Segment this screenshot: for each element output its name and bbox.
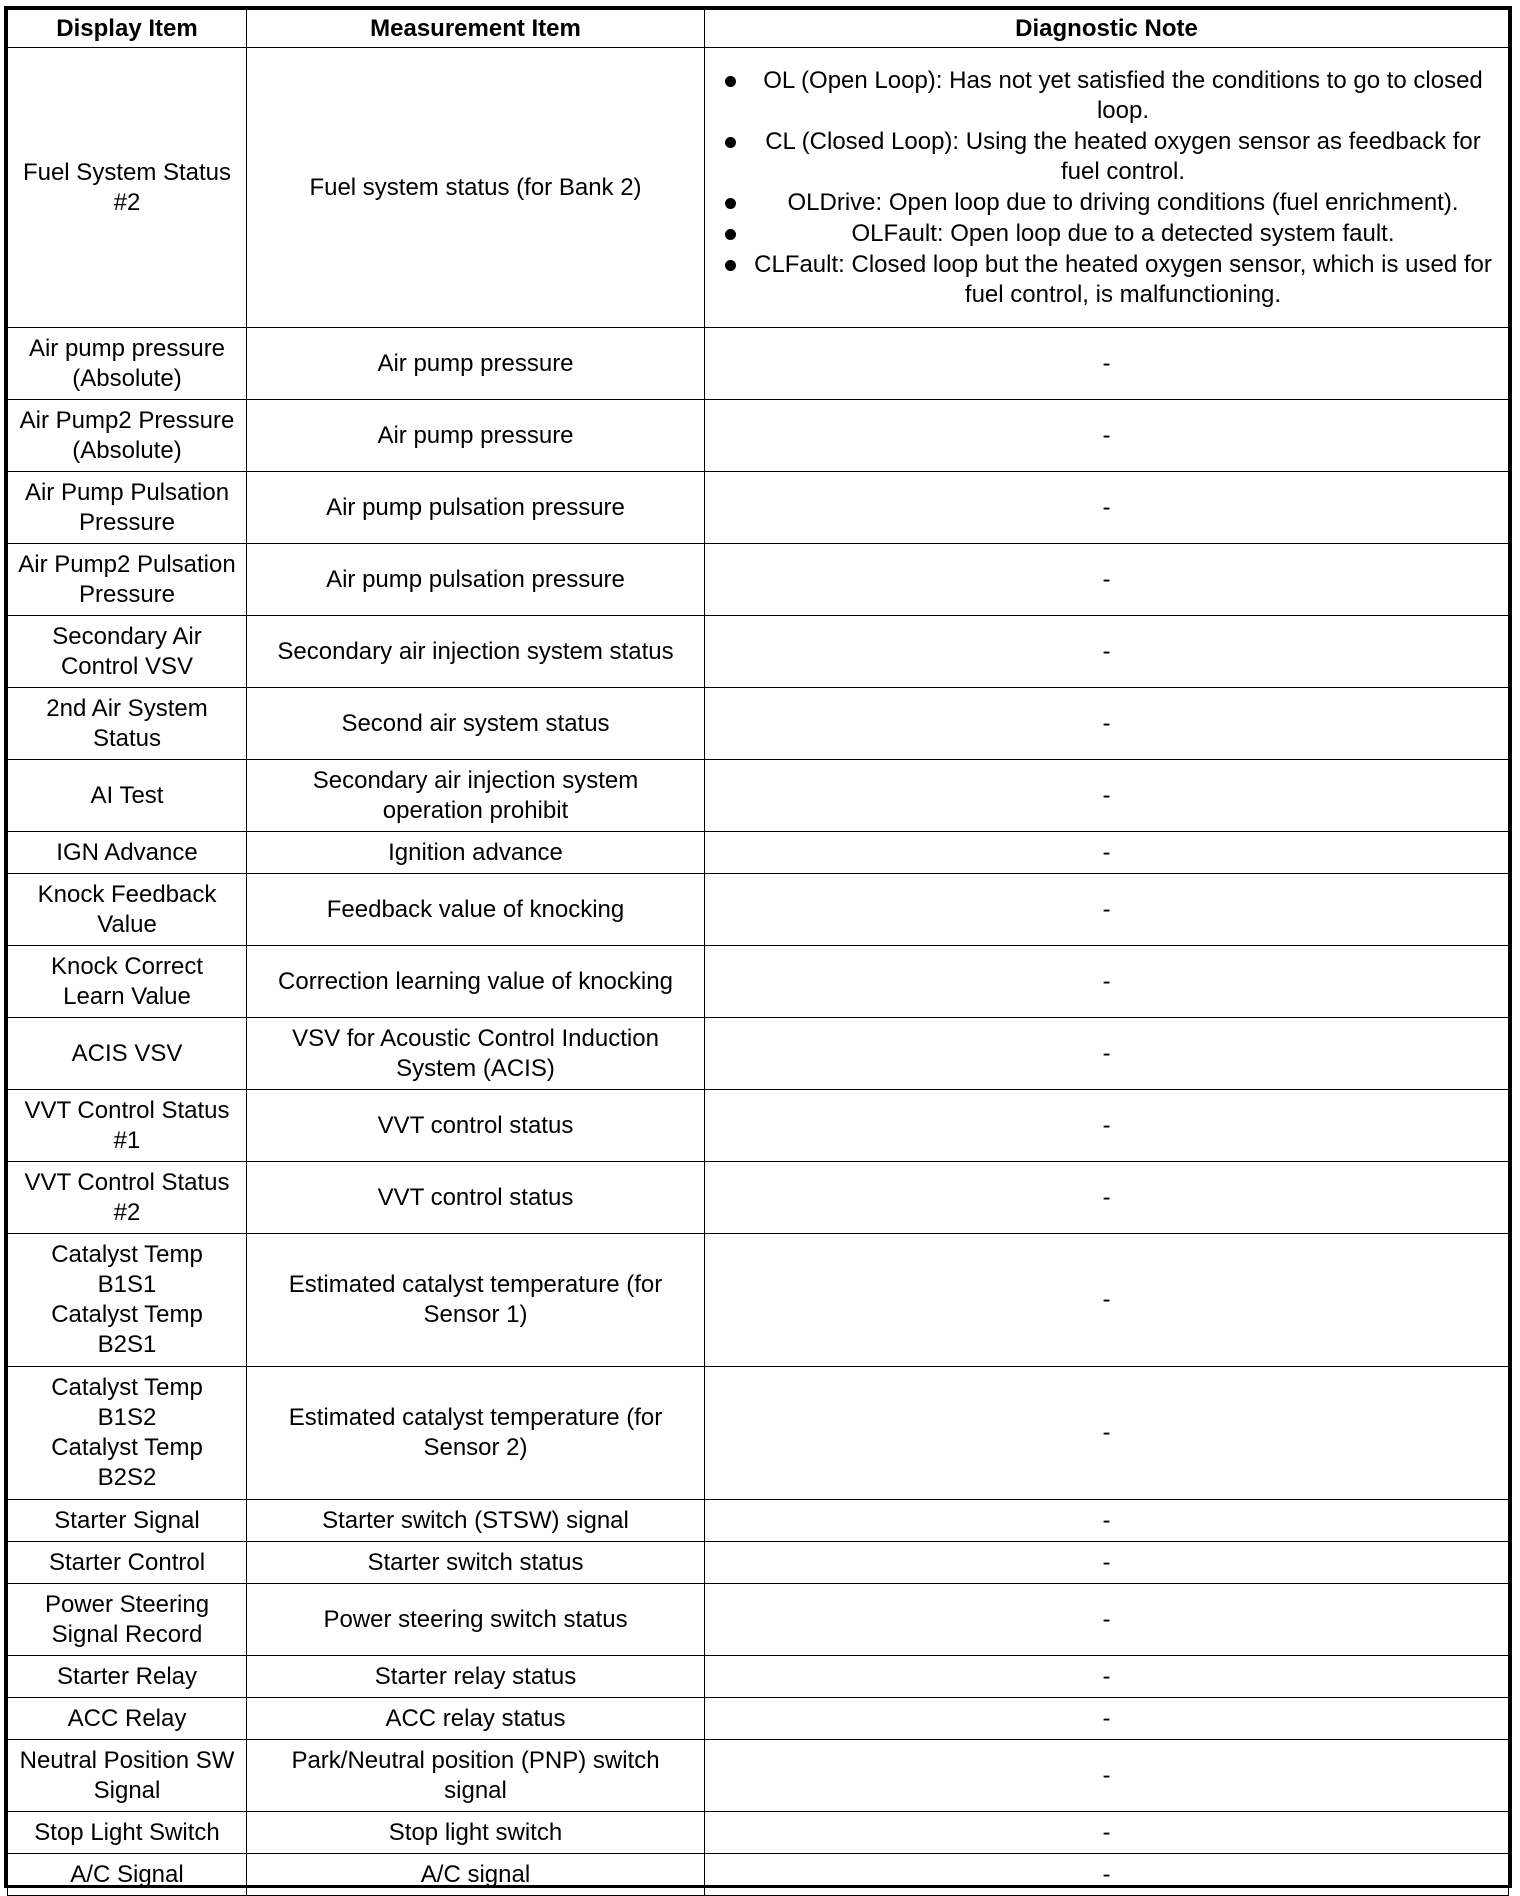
table-row bbox=[8, 328, 1509, 400]
display-item-cell: Stop Light Switch bbox=[8, 1812, 247, 1854]
measurement-item-cell: VVT control status bbox=[247, 1162, 705, 1234]
list-item bbox=[713, 219, 1500, 249]
note-text: OLFault: Open loop due to a detected system fault. bbox=[851, 219, 1395, 247]
measurement-item-cell: Ignition advance bbox=[247, 832, 705, 874]
measurement-item-cell: Second air system status bbox=[247, 688, 705, 760]
note-text: OLDrive: Open loop due to driving conditions (fuel enrichment). bbox=[787, 188, 1459, 216]
measurement-item-cell: ACC relay status bbox=[247, 1698, 705, 1740]
diagnostic-note-cell: - bbox=[705, 1854, 1509, 1896]
measurement-item-cell: A/C signal bbox=[247, 1854, 705, 1896]
table-row bbox=[8, 1854, 1509, 1896]
diagnostic-note-cell: - bbox=[705, 1656, 1509, 1698]
measurement-item-cell: Correction learning value of knocking bbox=[247, 946, 705, 1018]
note-text: CLFault: Closed loop but the heated oxygen sensor, which is used for fuel control, is malfunctioning. bbox=[754, 250, 1492, 308]
diagnostic-note-cell: - bbox=[705, 760, 1509, 832]
measurement-item-cell: Starter switch status bbox=[247, 1542, 705, 1584]
bullet-icon bbox=[725, 137, 736, 148]
display-item-cell: Air Pump2 Pressure (Absolute) bbox=[8, 400, 247, 472]
table-row bbox=[8, 48, 1509, 328]
table-row bbox=[8, 616, 1509, 688]
measurement-item-cell: VSV for Acoustic Control Induction System (ACIS) bbox=[247, 1018, 705, 1090]
measurement-item-cell: Air pump pressure bbox=[247, 328, 705, 400]
table-row bbox=[8, 688, 1509, 760]
display-item-cell: ACIS VSV bbox=[8, 1018, 247, 1090]
measurement-item-cell: Feedback value of knocking bbox=[247, 874, 705, 946]
measurement-item-cell: Air pump pulsation pressure bbox=[247, 544, 705, 616]
table-row bbox=[8, 1234, 1509, 1367]
table-row bbox=[8, 1698, 1509, 1740]
measurement-item-cell: Fuel system status (for Bank 2) bbox=[247, 48, 705, 328]
list-item bbox=[713, 188, 1500, 218]
diagnostic-note-cell: - bbox=[705, 1162, 1509, 1234]
note-text: OL (Open Loop): Has not yet satisfied the conditions to go to closed loop. bbox=[763, 66, 1483, 124]
diagnostic-note-cell: - bbox=[705, 616, 1509, 688]
measurement-item-cell: Air pump pulsation pressure bbox=[247, 472, 705, 544]
table-row bbox=[8, 946, 1509, 1018]
list-item bbox=[713, 66, 1500, 126]
measurement-item-cell: Stop light switch bbox=[247, 1812, 705, 1854]
note-text: CL (Closed Loop): Using the heated oxygen sensor as feedback for fuel control. bbox=[765, 127, 1481, 185]
table-header-row bbox=[8, 10, 1509, 48]
bullet-icon bbox=[725, 76, 736, 87]
table-row bbox=[8, 1018, 1509, 1090]
diagnostic-note-cell: - bbox=[705, 1584, 1509, 1656]
display-item-cell: Catalyst Temp B1S1 Catalyst Temp B2S1 bbox=[8, 1234, 247, 1367]
display-item-cell: Neutral Position SW Signal bbox=[8, 1740, 247, 1812]
display-item-cell: Catalyst Temp B1S2 Catalyst Temp B2S2 bbox=[8, 1367, 247, 1500]
table-row bbox=[8, 1500, 1509, 1542]
diagnostic-note-cell: - bbox=[705, 1542, 1509, 1584]
table-row bbox=[8, 1656, 1509, 1698]
display-item-cell: VVT Control Status #2 bbox=[8, 1162, 247, 1234]
table-row bbox=[8, 1812, 1509, 1854]
display-item-cell: A/C Signal bbox=[8, 1854, 247, 1896]
display-item-cell: Knock Correct Learn Value bbox=[8, 946, 247, 1018]
table-row bbox=[8, 874, 1509, 946]
measurement-item-cell: Estimated catalyst temperature (for Sensor 1) bbox=[247, 1234, 705, 1367]
diagnostic-note-cell: - bbox=[705, 1812, 1509, 1854]
table-row bbox=[8, 1584, 1509, 1656]
diagnostic-note-cell: - bbox=[705, 1698, 1509, 1740]
diagnostic-note-list bbox=[713, 66, 1500, 310]
header-measurement-item: Measurement Item bbox=[247, 10, 705, 48]
diagnostic-note-cell: - bbox=[705, 1740, 1509, 1812]
table-row bbox=[8, 832, 1509, 874]
bullet-icon bbox=[725, 198, 736, 209]
diagnostic-note-cell: - bbox=[705, 472, 1509, 544]
diagnostic-note-cell: - bbox=[705, 832, 1509, 874]
measurement-item-cell: VVT control status bbox=[247, 1090, 705, 1162]
display-item-cell: IGN Advance bbox=[8, 832, 247, 874]
measurement-item-cell: Air pump pressure bbox=[247, 400, 705, 472]
diagnostic-note-cell: - bbox=[705, 1090, 1509, 1162]
diagnostic-note-cell bbox=[705, 48, 1509, 328]
diagnostic-table bbox=[7, 9, 1509, 1896]
diagnostic-note-cell: - bbox=[705, 688, 1509, 760]
diagnostic-table-sheet bbox=[4, 6, 1512, 1888]
measurement-item-cell: Secondary air injection system status bbox=[247, 616, 705, 688]
diagnostic-note-cell: - bbox=[705, 1018, 1509, 1090]
diagnostic-note-cell: - bbox=[705, 544, 1509, 616]
diagnostic-note-cell: - bbox=[705, 946, 1509, 1018]
diagnostic-note-cell: - bbox=[705, 1234, 1509, 1367]
measurement-item-cell: Power steering switch status bbox=[247, 1584, 705, 1656]
list-item bbox=[713, 250, 1500, 310]
header-diagnostic-note: Diagnostic Note bbox=[705, 10, 1509, 48]
display-item-cell: Starter Control bbox=[8, 1542, 247, 1584]
diagnostic-note-cell: - bbox=[705, 1367, 1509, 1500]
display-item-cell: ACC Relay bbox=[8, 1698, 247, 1740]
display-item-cell: Air Pump2 Pulsation Pressure bbox=[8, 544, 247, 616]
display-item-cell: Air pump pressure (Absolute) bbox=[8, 328, 247, 400]
display-item-cell: Starter Relay bbox=[8, 1656, 247, 1698]
table-row bbox=[8, 1090, 1509, 1162]
bullet-icon bbox=[725, 260, 736, 271]
diagnostic-note-cell: - bbox=[705, 400, 1509, 472]
diagnostic-note-cell: - bbox=[705, 1500, 1509, 1542]
measurement-item-cell: Park/Neutral position (PNP) switch signal bbox=[247, 1740, 705, 1812]
table-body bbox=[8, 48, 1509, 1896]
display-item-cell: Starter Signal bbox=[8, 1500, 247, 1542]
display-item-cell: Secondary Air Control VSV bbox=[8, 616, 247, 688]
table-row bbox=[8, 1542, 1509, 1584]
display-item-cell: AI Test bbox=[8, 760, 247, 832]
header-display-item: Display Item bbox=[8, 10, 247, 48]
display-item-cell: Knock Feedback Value bbox=[8, 874, 247, 946]
display-item-cell: VVT Control Status #1 bbox=[8, 1090, 247, 1162]
table-row bbox=[8, 400, 1509, 472]
display-item-cell: Fuel System Status #2 bbox=[8, 48, 247, 328]
measurement-item-cell: Starter relay status bbox=[247, 1656, 705, 1698]
table-row bbox=[8, 1367, 1509, 1500]
list-item bbox=[713, 127, 1500, 187]
table-row bbox=[8, 1740, 1509, 1812]
display-item-cell: Power Steering Signal Record bbox=[8, 1584, 247, 1656]
display-item-cell: Air Pump Pulsation Pressure bbox=[8, 472, 247, 544]
diagnostic-note-cell: - bbox=[705, 874, 1509, 946]
table-row bbox=[8, 544, 1509, 616]
table-row bbox=[8, 1162, 1509, 1234]
table-row bbox=[8, 760, 1509, 832]
display-item-cell: 2nd Air System Status bbox=[8, 688, 247, 760]
measurement-item-cell: Estimated catalyst temperature (for Sensor 2) bbox=[247, 1367, 705, 1500]
measurement-item-cell: Secondary air injection system operation prohibit bbox=[247, 760, 705, 832]
bullet-icon bbox=[725, 229, 736, 240]
diagnostic-note-cell: - bbox=[705, 328, 1509, 400]
table-row bbox=[8, 472, 1509, 544]
measurement-item-cell: Starter switch (STSW) signal bbox=[247, 1500, 705, 1542]
